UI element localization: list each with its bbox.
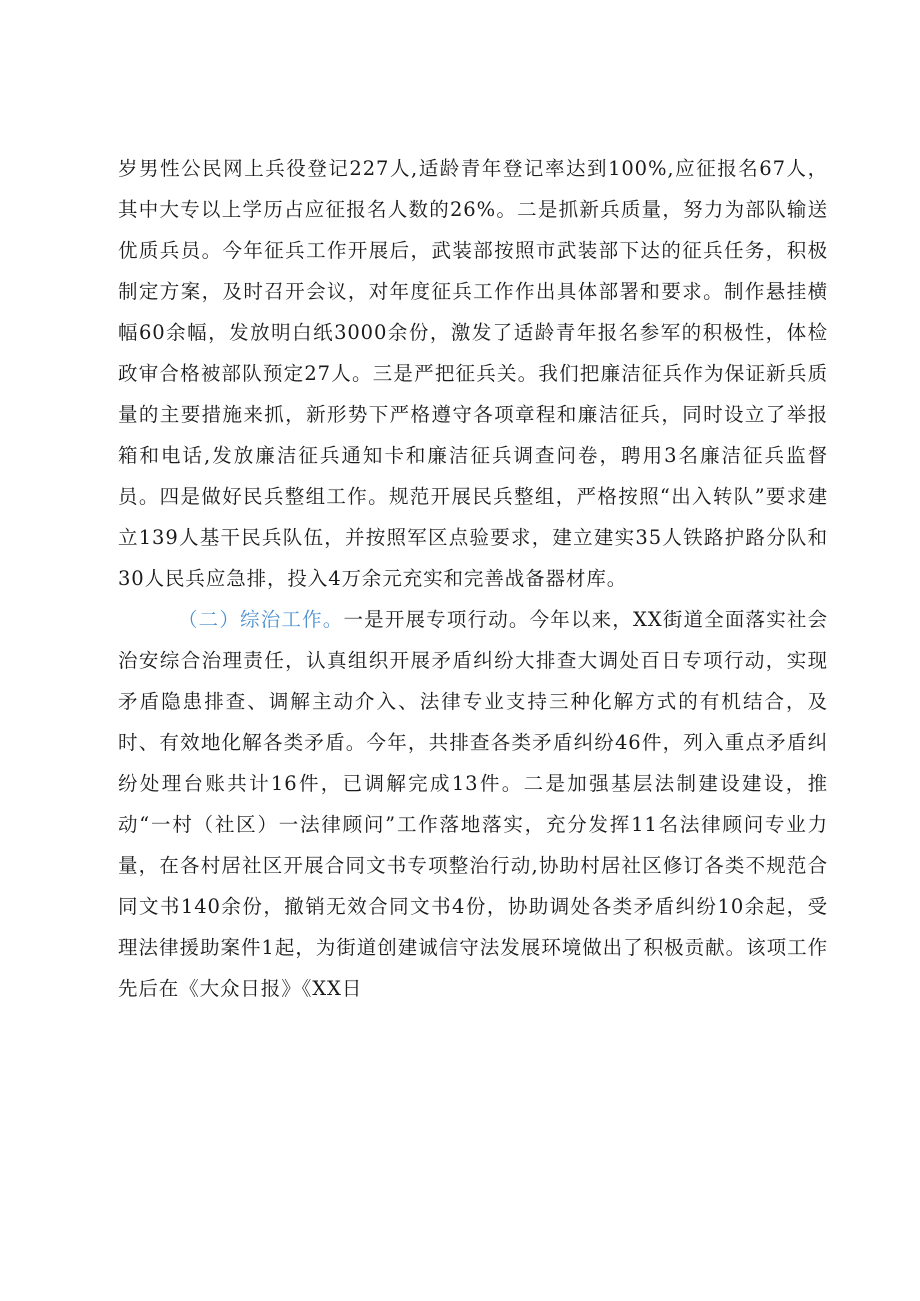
- document-page: [118, 148, 828, 1009]
- paragraph-militia-text: 岁男性公民网上兵役登记227人,适龄青年登记率达到100%,应征报名67人，其中大专以上学历占应征报名人数的26%。二是抓新兵质量，努力为部队输送优质兵员。今年征兵工作开展后，武装部按照市武装部下达的征兵任务，积极制定方案，及时召开会议，对年度征兵工作作出具体部署和要求。制作悬挂横幅60余幅，发放明白纸3000余份，激发了适龄青年报名参军的积极性，体检政审合格被部队预定27人。三是严把征兵关。我们把廉洁征兵作为保证新兵质量的主要措施来抓，新形势下严格遵守各项章程和廉洁征兵，同时设立了举报箱和电话,发放廉洁征兵通知卡和廉洁征兵调查问卷，聘用3名廉洁征兵监督员。四是做好民兵整组工作。规范开展民兵整组，严格按照“出入转队”要求建立139人基干民兵队伍，并按照军区点验要求，建立建实35人铁路护路分队和30人民兵应急排，投入4万余元充实和完善战备器材库。: [118, 157, 828, 590]
- paragraph-militia-work: [118, 148, 828, 599]
- paragraph-comprehensive-governance: [118, 599, 828, 1009]
- paragraph-governance-text: 一是开展专项行动。今年以来，XX街道全面落实社会治安综合治理责任，认真组织开展矛盾纠纷大排查大调处百日专项行动，实现矛盾隐患排查、调解主动介入、法律专业支持三种化解方式的有机结合，及时、有效地化解各类矛盾。今年，共排查各类矛盾纠纷46件，列入重点矛盾纠纷处理台账共计16件，已调解完成13件。二是加强基层法制建设建设，推动“一村（社区）一法律顾问”工作落地落实，充分发挥11名法律顾问专业力量，在各村居社区开展合同文书专项整治行动,协助村居社区修订各类不规范合同文书140余份，撤销无效合同文书4份，协助调处各类矛盾纠纷10余起，受理法律援助案件1起，为街道创建诚信守法发展环境做出了积极贡献。该项工作先后在《大众日报》《XX日: [118, 608, 828, 1000]
- section-heading: （二）综治工作。: [178, 608, 344, 631]
